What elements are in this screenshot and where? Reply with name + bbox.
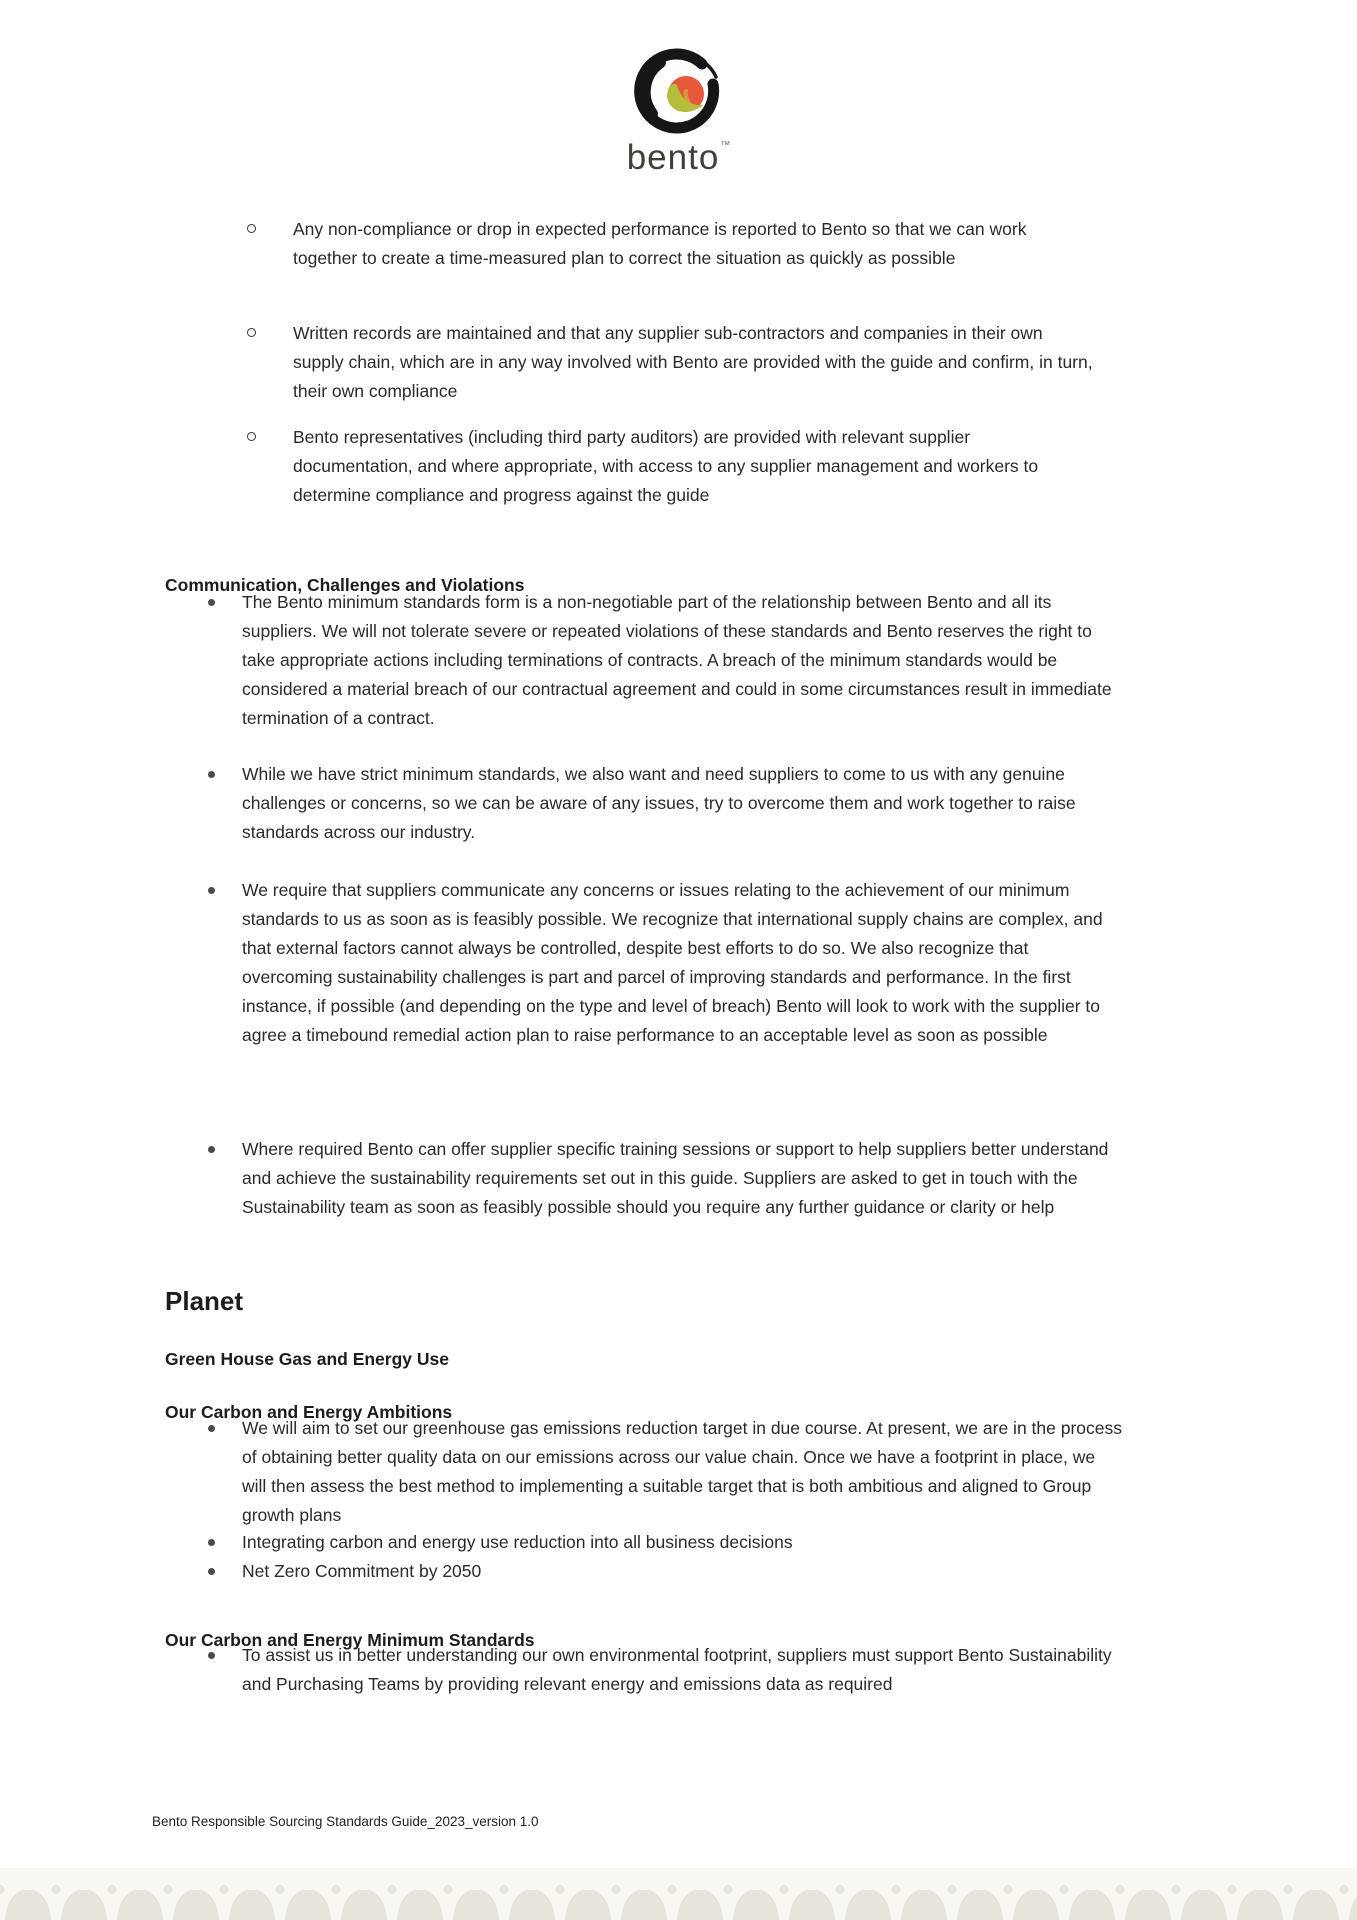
bullet-icon xyxy=(208,1146,215,1153)
bento-enso-icon xyxy=(629,42,729,146)
list-item-text: Where required Bento can offer supplier specific training sessions or support to help suppliers better understand and achieve the sustainability requirements set out in this guide. Suppliers are asked to get in touch with the Sustainability team as soon as feasibly possible should you require any further guidance or clarity or help xyxy=(242,1139,1109,1217)
list-item-text: Written records are maintained and that any supplier sub-contractors and companies in their own supply chain, which are in any way involved with Bento are provided with the guide and confirm, in turn, their own compliance xyxy=(293,323,1093,401)
list-item-text: We will aim to set our greenhouse gas emissions reduction target in due course. At present, we are in the process of obtaining better quality data on our emissions across our value chain. Once we have a footprint in place, we will then assess the best method to implementing a suitable target that is both ambitious and aligned to Group growth plans xyxy=(242,1418,1122,1525)
list-item-text: To assist us in better understanding our own environmental footprint, suppliers must support Bento Sustainability and Purchasing Teams by providing relevant energy and emissions data as required xyxy=(242,1645,1112,1694)
document-footer-text: Bento Responsible Sourcing Standards Guide_2023_version 1.0 xyxy=(152,1814,539,1829)
section-heading-carbon-minimum-standards: Our Carbon and Energy Minimum Standards xyxy=(165,1629,535,1650)
section-heading-communication: Communication, Challenges and Violations xyxy=(165,574,525,595)
list-item-text: Integrating carbon and energy use reduction into all business decisions xyxy=(242,1532,793,1552)
bullet-icon xyxy=(208,599,215,606)
bullet-icon xyxy=(208,1425,215,1432)
list-item-text: Any non-compliance or drop in expected performance is reported to Bento so that we can work together to create a time-measured plan to correct the situation as quickly as possible xyxy=(293,219,1027,268)
list-item xyxy=(242,1557,1122,1586)
brand-name-text: bento xyxy=(626,138,720,177)
section-heading-carbon-ambitions: Our Carbon and Energy Ambitions xyxy=(165,1401,453,1422)
brand-name xyxy=(627,140,731,175)
trademark-mark: ™ xyxy=(720,140,732,151)
list-item xyxy=(293,319,1093,406)
list-item-text: The Bento minimum standards form is a non-negotiable part of the relationship between Bento and all its suppliers. We will not tolerate severe or repeated violations of these standards and Bento reserves the right to take appropriate actions including terminations of contracts. A breach of the minimum standards would be considered a material breach of our contractual agreement and could in some circumstances result in immediate termination of a contract. xyxy=(242,592,1112,728)
bullet-icon xyxy=(208,1568,215,1575)
bullet-icon xyxy=(208,887,215,894)
circle-bullet-icon xyxy=(247,224,256,233)
circle-bullet-icon xyxy=(247,328,256,337)
list-item xyxy=(242,760,1122,847)
list-item xyxy=(293,423,1093,510)
list-item xyxy=(242,876,1122,1050)
circle-bullet-icon xyxy=(247,432,256,441)
bullet-icon xyxy=(208,1652,215,1659)
brand-logo xyxy=(0,42,1357,175)
list-item xyxy=(242,1135,1122,1222)
decorative-footer-border xyxy=(0,1868,1357,1920)
list-item-text: Bento representatives (including third party auditors) are provided with relevant supplier documentation, and where appropriate, with access to any supplier management and workers to determine compliance and progress against the guide xyxy=(293,427,1039,505)
list-item xyxy=(242,1414,1122,1530)
list-item-text: While we have strict minimum standards, we also want and need suppliers to come to us with any genuine challenges or concerns, so we can be aware of any issues, try to overcome them and work together to raise standards across our industry. xyxy=(242,764,1076,842)
list-item-text: We require that suppliers communicate any concerns or issues relating to the achievement of our minimum standards to us as soon as is feasibly possible. We recognize that international supply chains are complex, and that external factors cannot always be controlled, despite best efforts to do so. We also recognize that overcoming sustainability challenges is part and parcel of improving standards and performance. In the first instance, if possible (and depending on the type and level of breach) Bento will look to work with the supplier to agree a timebound remedial action plan to raise performance to an acceptable level as soon as possible xyxy=(242,880,1103,1045)
list-item xyxy=(242,588,1122,733)
list-item xyxy=(242,1641,1122,1699)
section-heading-planet: Planet xyxy=(165,1286,244,1317)
list-item-text: Net Zero Commitment by 2050 xyxy=(242,1561,482,1581)
bullet-icon xyxy=(208,771,215,778)
list-item xyxy=(293,215,1093,273)
bullet-icon xyxy=(208,1539,215,1546)
section-heading-ghg: Green House Gas and Energy Use xyxy=(165,1348,449,1369)
list-item xyxy=(242,1528,1122,1557)
